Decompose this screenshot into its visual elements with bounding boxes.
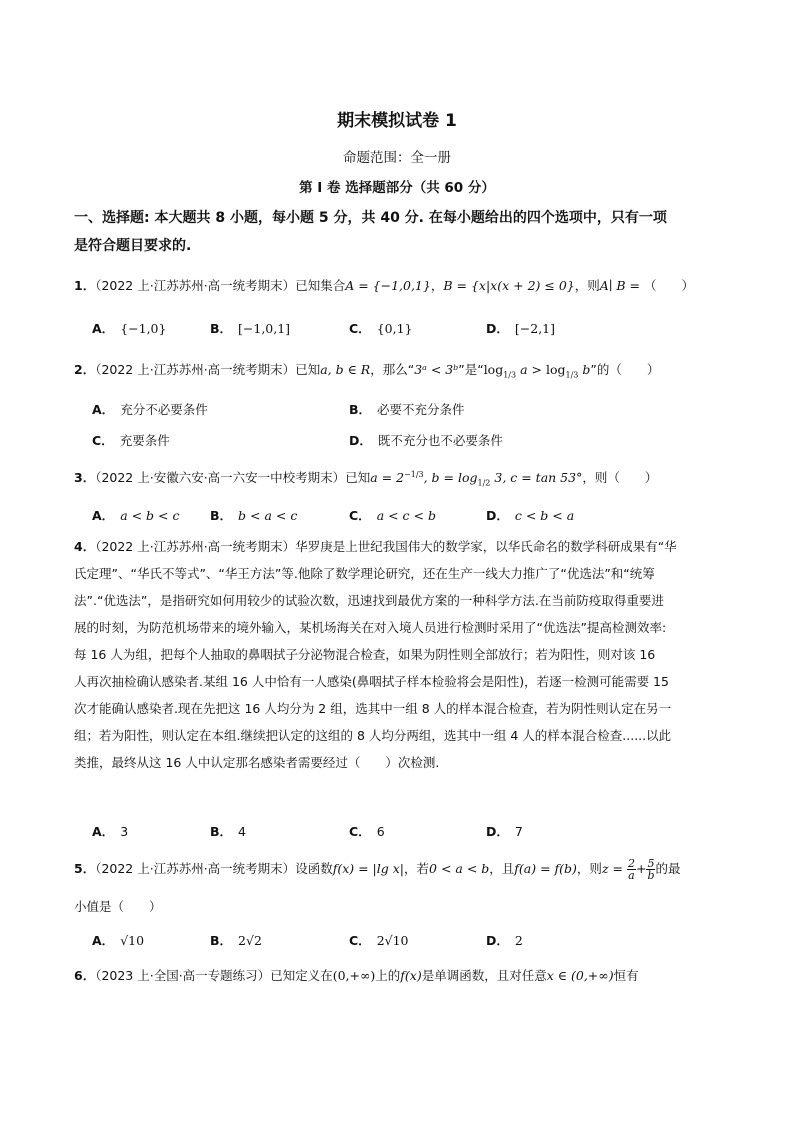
question-text: ”是“: [458, 362, 484, 377]
question-number: 2．: [74, 362, 96, 377]
log-base: 1/3: [503, 370, 517, 380]
question-text: 已知: [345, 470, 371, 485]
option-a[interactable]: [92, 931, 144, 949]
question-line: 展的时刻，为防范机场带来的境外输入，某机场海关在对入境人员进行检测时采用了“优选法”提高检测效率:: [74, 620, 667, 635]
option-label: A．: [92, 508, 115, 523]
question-number: 1．: [74, 278, 96, 293]
option-label: C．: [92, 433, 114, 448]
question-text: ，: [430, 278, 444, 293]
math-expression: b: [578, 362, 591, 377]
question-number: 5．: [74, 861, 96, 876]
option-d[interactable]: [486, 319, 555, 337]
option-text: a < c < b: [376, 508, 436, 523]
question-1: [74, 276, 724, 294]
option-text: 3: [120, 824, 129, 839]
question-number: 3．: [74, 470, 96, 485]
math-expression: a >: [516, 362, 546, 377]
option-label: D．: [486, 933, 509, 948]
question-text: ”的（ ）: [590, 362, 660, 377]
log-base: 1/2: [477, 478, 491, 488]
option-label: B．: [210, 508, 233, 523]
option-b[interactable]: [349, 400, 465, 418]
question-line: 法”.“优选法”，是指研究如何用较少的试验次数，迅速找到最优方案的一种科学方法.在当前防疫取得重要进: [74, 593, 664, 608]
option-d[interactable]: [486, 506, 574, 524]
question-number: 6．: [74, 968, 96, 983]
question-text: 已知集合: [295, 278, 346, 293]
question-source: （2022 上·江苏苏州·高一统考期末）: [95, 362, 296, 377]
question-2: [74, 360, 724, 380]
option-label: C．: [349, 933, 371, 948]
plus-sign: +: [635, 861, 647, 876]
option-text: 6: [376, 824, 385, 839]
question-line: 类推，最终从这 16 人中认定那名感染者需要经过（ ）次检测.: [74, 755, 440, 770]
option-label: A．: [92, 402, 115, 417]
question-text: ，则: [576, 861, 602, 876]
option-text: a < b < c: [120, 508, 180, 523]
option-d[interactable]: [486, 822, 523, 840]
math-expression: f(x): [400, 968, 422, 983]
question-text: 上的: [375, 968, 401, 983]
option-b[interactable]: [210, 506, 297, 524]
option-label: D．: [349, 433, 372, 448]
question-source: （2022 上·江苏苏州·高一统考期末）: [95, 539, 296, 554]
question-2-options-row2: [92, 431, 712, 453]
question-5-options: [92, 931, 712, 953]
option-a[interactable]: [92, 506, 179, 524]
option-label: B．: [210, 321, 233, 336]
question-text: 已知定义在: [270, 968, 333, 983]
option-text: c < b < a: [514, 508, 575, 523]
math-expression: z =: [601, 861, 627, 876]
option-text: 充要条件: [119, 433, 170, 448]
option-c[interactable]: [349, 931, 409, 949]
question-text: = （ ）: [625, 278, 694, 293]
option-text: 必要不充分条件: [377, 402, 465, 417]
exponent: −1/3: [404, 469, 424, 479]
math-expression: 3ᵃ < 3ᵇ: [414, 362, 459, 377]
question-text: 已知: [295, 362, 321, 377]
option-text: 2: [514, 933, 523, 948]
log-base: 1/3: [565, 370, 579, 380]
option-c[interactable]: [92, 431, 170, 449]
page-title: 期末模拟试卷 1: [337, 111, 457, 131]
option-text: 2√2: [238, 933, 262, 948]
question-line: 人再次抽检确认感染者.某组 16 人中恰有一人感染(鼻咽拭子样本检验将会是阳性)，若逐一检测可能需要 15: [74, 674, 669, 689]
option-label: A．: [92, 933, 115, 948]
question-text: 恒有: [613, 968, 639, 983]
question-source: （2022 上·江苏苏州·高一统考期末）: [95, 861, 296, 876]
denominator: b: [647, 869, 655, 882]
math-expression: B = {x|x(x + 2) ≤ 0}: [443, 278, 575, 293]
option-label: D．: [486, 824, 509, 839]
question-5: [74, 858, 724, 881]
option-label: A．: [92, 321, 115, 336]
question-text: ，且: [489, 861, 515, 876]
question-source: （2022 上·安徽六安·高一六安一中校考期末）: [95, 470, 346, 485]
question-text: 是单调函数，且对任意: [421, 968, 547, 983]
question-text: ，则（ ）: [582, 470, 658, 485]
option-a[interactable]: [92, 822, 128, 840]
option-d[interactable]: [486, 931, 523, 949]
math-expression: a = 2: [370, 470, 405, 485]
question-5-line-2: 小值是（ ）: [74, 899, 162, 914]
math-expression: , b = log: [423, 470, 478, 485]
question-3: [74, 468, 724, 488]
option-label: D．: [486, 508, 509, 523]
question-source: （2022 上·江苏苏州·高一统考期末）: [95, 278, 296, 293]
option-c[interactable]: [349, 319, 412, 337]
option-text: 2√10: [376, 933, 409, 948]
question-text: ，则: [574, 278, 600, 293]
option-text: 充分不必要条件: [120, 402, 208, 417]
math-expression: a, b ∈ R: [320, 362, 371, 377]
question-6: [74, 966, 724, 984]
question-line: 氏定理”、“华氏不等式”、“华王方法”等.他除了数学理论研究，还在生产一线大力推广了“优选法”和“统筹: [74, 566, 655, 581]
option-label: C．: [349, 824, 371, 839]
option-text: [−2,1]: [514, 321, 555, 336]
numerator: 2: [627, 857, 635, 870]
option-text: {0,1}: [376, 321, 413, 336]
option-label: C．: [349, 321, 371, 336]
fraction: [627, 858, 636, 881]
question-text: ，那么“: [370, 362, 415, 377]
option-d[interactable]: [349, 431, 503, 449]
option-text: 7: [514, 824, 523, 839]
question-line: [74, 533, 724, 560]
question-number: 4．: [74, 539, 96, 554]
option-label: C．: [349, 508, 371, 523]
question-text: 华罗庚是上世纪我国伟大的数学家，以华氏命名的数学科研成果有“华: [295, 539, 677, 554]
option-label: B．: [210, 933, 233, 948]
question-text: 设函数: [295, 861, 333, 876]
question-4-options: [92, 822, 712, 844]
denominator: a: [628, 869, 635, 882]
option-text: √10: [120, 933, 145, 948]
option-b[interactable]: [210, 822, 246, 840]
math-expression: 3, c = tan 53°: [490, 470, 583, 485]
option-c[interactable]: [349, 822, 385, 840]
math-expression: A∣ B: [599, 278, 626, 293]
option-label: D．: [486, 321, 509, 336]
option-a[interactable]: [92, 319, 166, 337]
math-expression: (0,+∞): [332, 968, 376, 983]
option-c[interactable]: [349, 506, 436, 524]
question-line: 组；若为阳性，则认定在本组.继续把认定的这组的 8 人均分两组，选其中一组 4 人的样本混合检查......以此: [74, 728, 672, 743]
math-expression: A = {−1,0,1}: [345, 278, 431, 293]
option-a[interactable]: [92, 400, 208, 418]
math-expression: 0 < a < b: [429, 861, 490, 876]
math-expression: x ∈ (0,+∞): [546, 968, 614, 983]
math-expression: f(a) = f(b): [514, 861, 577, 876]
option-label: B．: [349, 402, 372, 417]
option-b[interactable]: [210, 931, 262, 949]
question-line: 每 16 人为组，把每个人抽取的鼻咽拭子分泌物混合检查，如果为阴性则全部放行；若为阳性，则对该 16: [74, 647, 656, 662]
math-expression: log: [545, 362, 566, 377]
question-2-options-row1: [92, 400, 712, 422]
question-text: ，若: [404, 861, 430, 876]
question-line: 次才能确认感染者.现在先把这 16 人均分为 2 组，选其中一组 8 人的样本混合检查，若为阴性则认定在另一: [74, 701, 672, 716]
scope-line: 命题范围：全一册: [343, 150, 451, 166]
question-1-options: [92, 319, 712, 341]
section-line-2: 是符合题目要求的.: [74, 238, 192, 254]
option-text: 4: [238, 824, 246, 839]
section-line-1: 一、选择题: 本大题共 8 小题，每小题 5 分，共 40 分. 在每小题给出的四个选项中，只有一项: [74, 210, 667, 226]
option-label: B．: [210, 824, 233, 839]
section-instructions: [74, 204, 724, 260]
part-heading: 第 I 卷 选择题部分（共 60 分）: [299, 180, 495, 196]
option-text: b < a < c: [238, 508, 298, 523]
question-3-options: [92, 506, 712, 528]
math-expression: f(x) = |lg x|: [332, 861, 404, 876]
numerator: 5: [647, 857, 655, 870]
question-source: （2023 上·全国·高一专题练习）: [95, 968, 271, 983]
option-text: [−1,0,1]: [238, 321, 291, 336]
option-text: {−1,0}: [120, 321, 167, 336]
option-label: A．: [92, 824, 115, 839]
question-text: 的最: [655, 861, 681, 876]
question-4: [74, 533, 724, 776]
option-text: 既不充分也不必要条件: [377, 433, 503, 448]
math-expression: log: [483, 362, 504, 377]
option-b[interactable]: [210, 319, 290, 337]
